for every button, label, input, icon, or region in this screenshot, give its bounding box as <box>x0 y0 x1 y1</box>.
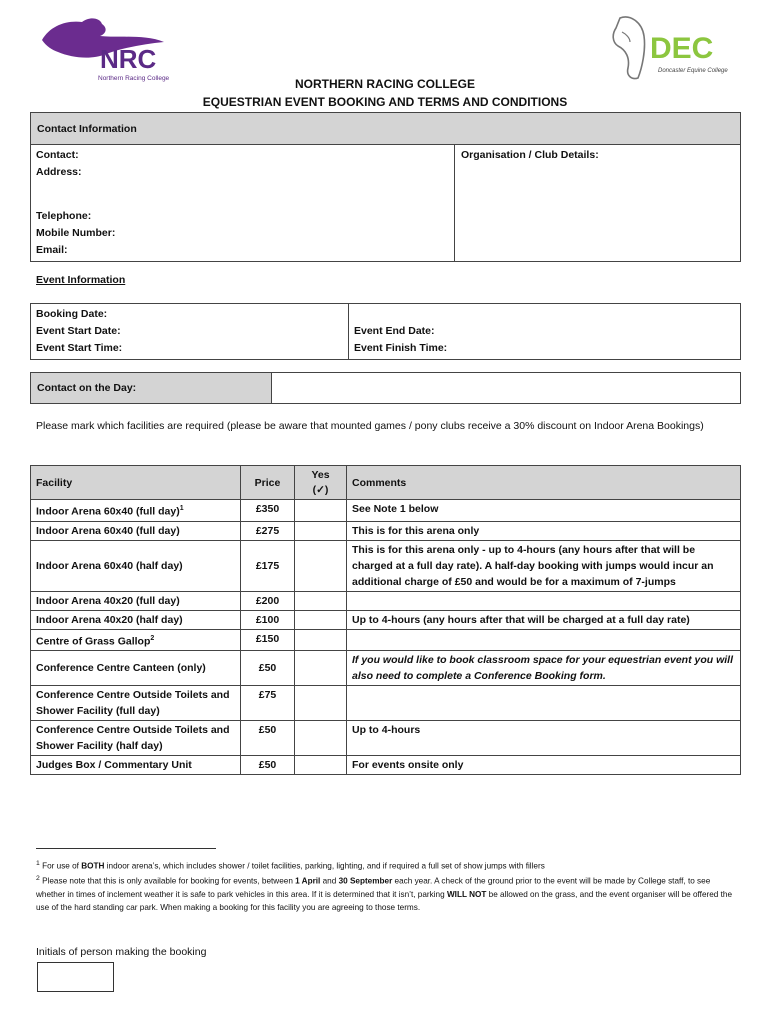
event-start-date-label: Event Start Date: <box>36 325 121 337</box>
yes-checkbox-cell[interactable] <box>295 540 347 591</box>
facility-comment: Up to 4-hours <box>347 721 741 756</box>
table-row <box>31 651 741 686</box>
facility-price: £50 <box>241 756 295 775</box>
facility-price: £50 <box>241 651 295 686</box>
facility-price: £150 <box>241 629 295 651</box>
event-end-date-label: Event End Date: <box>354 325 435 337</box>
facility-name: Judges Box / Commentary Unit <box>31 756 241 775</box>
facilities-table <box>30 465 741 775</box>
contact-info-heading: Contact Information <box>31 113 741 145</box>
document-subtitle: EQUESTRIAN EVENT BOOKING AND TERMS AND CONDITIONS <box>202 95 568 109</box>
table-row <box>31 756 741 775</box>
horse-head-icon <box>613 17 644 79</box>
document-title: NORTHERN RACING COLLEGE <box>295 77 475 91</box>
facility-name: Indoor Arena 60x40 (half day) <box>31 540 241 591</box>
facility-name: Conference Centre Outside Toilets and Shower Facility (full day) <box>31 686 241 721</box>
yes-checkbox-cell[interactable] <box>295 721 347 756</box>
table-row <box>31 686 741 721</box>
facility-comment: This is for this arena only - up to 4-hours (any hours after that will be charged at a full day rate). A half-day booking with jumps would incur an additional charge of £50 and would be for a maximum of 7-jumps <box>347 540 741 591</box>
initials-box[interactable] <box>37 962 114 992</box>
facility-price: £100 <box>241 610 295 629</box>
contact-label: Contact: <box>36 149 79 161</box>
facility-price: £175 <box>241 540 295 591</box>
event-start-cell[interactable] <box>31 304 349 360</box>
facility-name: Indoor Arena 40x20 (full day) <box>31 591 241 610</box>
facility-name: Conference Centre Outside Toilets and Shower Facility (half day) <box>31 721 241 756</box>
yes-checkbox-cell[interactable] <box>295 756 347 775</box>
address-label: Address: <box>36 166 82 178</box>
comments-header: Comments <box>347 466 741 500</box>
svg-text:DEC: DEC <box>650 32 714 65</box>
footnote-2: $^2$ Please note that this is only available for booking for events, between 1 April and 30 September each year. A check of the ground prior to the event will be made by College staff, to see whether in times of inclement weather it is safe to park vehicles in this area. If it is determined that it isn’t, parking WILL NOT be allowed on the grass, and the event organiser will be offered the use of the hard standing car park. When making a booking for this facility you are agreeing to those terms. <box>36 875 732 912</box>
svg-text:Northern Racing College: Northern Racing College <box>98 75 170 82</box>
facility-comment: If you would like to book classroom space for your equestrian event you will also need to complete a Conference Booking form. <box>347 651 741 686</box>
footnote-1: $^1$ For use of BOTH indoor arena’s, which includes shower / toilet facilities, parking, lighting, and if required a full set of show jumps with fillers <box>36 860 545 871</box>
mobile-label: Mobile Number: <box>36 227 116 239</box>
facility-price: £350 <box>241 500 295 522</box>
contact-on-day-table <box>30 372 741 404</box>
facility-comment <box>347 629 741 651</box>
table-row <box>31 591 741 610</box>
facility-name: Conference Centre Canteen (only) <box>31 651 241 686</box>
event-finish-time-label: Event Finish Time: <box>354 342 448 354</box>
contact-on-day-field[interactable] <box>272 373 741 404</box>
table-row <box>31 610 741 629</box>
facility-price: £50 <box>241 721 295 756</box>
facility-price: £75 <box>241 686 295 721</box>
table-row <box>31 500 741 522</box>
yes-checkbox-cell[interactable] <box>295 591 347 610</box>
yes-header: Yes (✓) <box>295 466 347 500</box>
yes-checkbox-cell[interactable] <box>295 500 347 522</box>
facility-header: Facility <box>31 466 241 500</box>
event-start-time-label: Event Start Time: <box>36 342 123 354</box>
facility-comment: For events onsite only <box>347 756 741 775</box>
svg-text:Doncaster Equine College: Doncaster Equine College <box>658 68 728 74</box>
organisation-cell[interactable]: Organisation / Club Details: <box>455 145 741 262</box>
nrc-logo <box>36 12 176 84</box>
facilities-instructions: Please mark which facilities are required (please be aware that mounted games / pony clubs receive a 30% discount on Indoor Arena Bookings) <box>36 420 704 432</box>
event-info-heading: Event Information <box>36 274 126 286</box>
telephone-label: Telephone: <box>36 210 92 222</box>
contact-on-day-label: Contact on the Day: <box>31 373 272 404</box>
svg-text:NRC: NRC <box>100 44 157 74</box>
contact-info-table <box>30 112 741 262</box>
footnote-divider <box>36 848 216 849</box>
dec-logo <box>608 12 738 84</box>
facility-comment: This is for this arena only <box>347 521 741 540</box>
yes-checkbox-cell[interactable] <box>295 521 347 540</box>
facility-comment <box>347 591 741 610</box>
yes-checkbox-cell[interactable] <box>295 629 347 651</box>
table-row <box>31 629 741 651</box>
facility-price: £200 <box>241 591 295 610</box>
event-info-table <box>30 303 741 360</box>
facility-name: Indoor Arena 40x20 (half day) <box>31 610 241 629</box>
booking-date-label: Booking Date: <box>36 308 108 320</box>
facility-name: Centre of Grass Gallop$^2$ <box>31 629 241 651</box>
initials-label: Initials of person making the booking <box>36 946 207 958</box>
facility-comment: See Note 1 below <box>347 500 741 522</box>
facility-name: Indoor Arena 60x40 (full day) <box>31 521 241 540</box>
facility-comment <box>347 686 741 721</box>
facility-price: £275 <box>241 521 295 540</box>
email-label: Email: <box>36 244 68 256</box>
table-row <box>31 721 741 756</box>
yes-checkbox-cell[interactable] <box>295 686 347 721</box>
table-row <box>31 521 741 540</box>
table-row <box>31 540 741 591</box>
contact-details-cell[interactable] <box>31 145 455 262</box>
event-end-cell[interactable] <box>349 304 741 360</box>
yes-checkbox-cell[interactable] <box>295 610 347 629</box>
price-header: Price <box>241 466 295 500</box>
facility-name: Indoor Arena 60x40 (full day)$^1$ <box>31 500 241 522</box>
facility-comment: Up to 4-hours (any hours after that will be charged at a full day rate) <box>347 610 741 629</box>
yes-checkbox-cell[interactable] <box>295 651 347 686</box>
